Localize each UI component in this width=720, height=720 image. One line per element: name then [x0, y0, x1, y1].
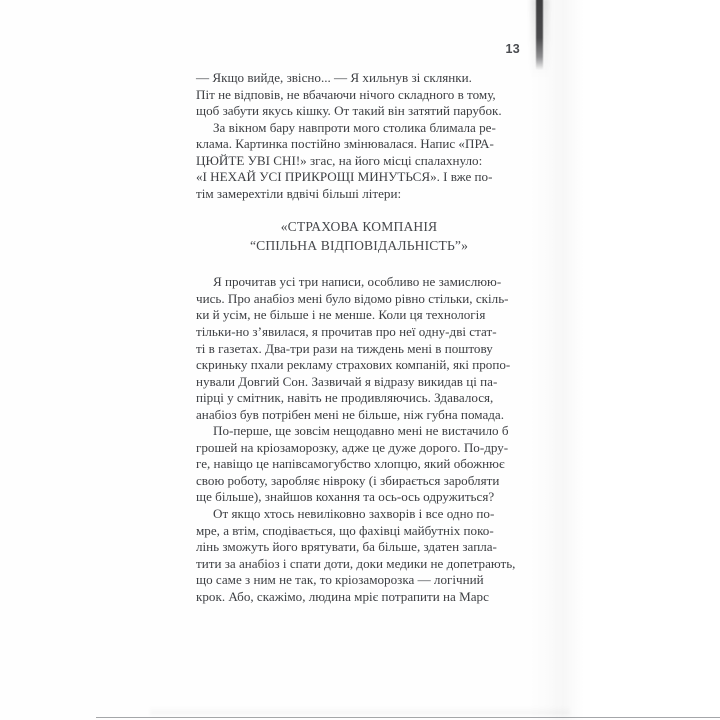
text-line: крок. Або, скажімо, людина мріє потрапити на Марс: [196, 588, 489, 604]
text-line: По-перше, ще зовсім нещодавно мені не вистачило б: [213, 423, 509, 439]
paragraph-3: [196, 274, 522, 423]
text-line: тити за анабіоз і спати доти, доки медики не допетрають,: [196, 555, 516, 571]
book-spine-sliver: [536, 0, 543, 70]
text-line: ге, навіщо це напівсамогубство хлопцю, який обожнює: [196, 456, 505, 472]
text-line: тільки-но з’явилася, я прочитав про неї одну-дві стат-: [196, 324, 497, 340]
text-line: Піт не відповів, не вбачаючи нічого складного в тому,: [196, 86, 496, 102]
paragraph-2: [196, 120, 522, 203]
text-line: ще більше), знайшов кохання та ось-ось одружиться?: [196, 489, 495, 505]
paragraph-4: [196, 423, 522, 506]
paragraph-5: [196, 506, 522, 605]
sign-line-2: “СПІЛЬНА ВІДПОВІДАЛЬНІСТЬ”»: [249, 238, 469, 254]
text-line: тім замерехтіли вдвічі більші літери:: [196, 185, 402, 201]
page-text-block: [196, 70, 522, 605]
text-line: свою роботу, заробляє нівроку (і збирається заробляти: [196, 472, 500, 488]
scan-background-right: [584, 0, 720, 720]
text-line: щоб забути якусь кішку. От такий він затятий парубок.: [196, 103, 502, 119]
text-line: За вікном бару навпроти мого столика блимала ре-: [213, 119, 496, 135]
text-line: От якщо хтось невиліковно захворів і все одно по-: [213, 506, 495, 522]
text-line: пірці у смітник, навіть не продивляючись. Здавалося,: [196, 390, 494, 406]
text-line: — Якщо вийде, звісно... — Я хильнув зі склянки.: [196, 70, 472, 85]
sign-spacer: [196, 255, 522, 274]
text-line: анабіоз був потрібен мені не більше, ніж губна помада.: [196, 406, 504, 422]
text-line: мре, а втім, сподівається, що фахівці майбутніх поко-: [196, 522, 494, 538]
paragraph-1: [196, 70, 522, 120]
advertisement-sign: [196, 217, 522, 255]
page-number: 13: [505, 42, 520, 56]
text-line: ки й усім, не більше і не менше. Коли ця технологія: [196, 307, 486, 323]
text-line: скриньку пхали рекламу страхових компаній, які пропо-: [196, 357, 511, 373]
text-line: що саме з ним не так, то кріозаморозка — логічний: [196, 572, 484, 588]
text-line: нували Довгий Сон. Зазвичай я відразу викидав ці па-: [196, 373, 498, 389]
text-line: Я прочитав усі три написи, особливо не замислюю-: [213, 274, 502, 290]
text-line: клама. Картинка постійно змінювалася. Напис «ПРА-: [196, 136, 494, 152]
sign-line-1: «СТРАХОВА КОМПАНІЯ: [280, 219, 438, 235]
text-line: «І НЕХАЙ УСІ ПРИКРОЩІ МИНУТЬСЯ». І вже по-: [196, 169, 493, 185]
scan-bottom-edge-line: [96, 717, 720, 718]
text-line: грошей на кріозаморозку, адже це дуже дорого. По-дру-: [196, 439, 509, 455]
text-line: ті в газетах. Два-три рази на тиждень мені в поштову: [196, 340, 493, 356]
text-line: лінь зможуть його врятувати, ба більше, здатен запла-: [196, 539, 497, 555]
text-line: чись. Про анабіоз мені було відомо рівно стільки, скіль-: [196, 290, 509, 306]
text-line: ЦЮЙТЕ УВІ СНІ!» згас, на його місці спалахнуло:: [196, 152, 483, 168]
